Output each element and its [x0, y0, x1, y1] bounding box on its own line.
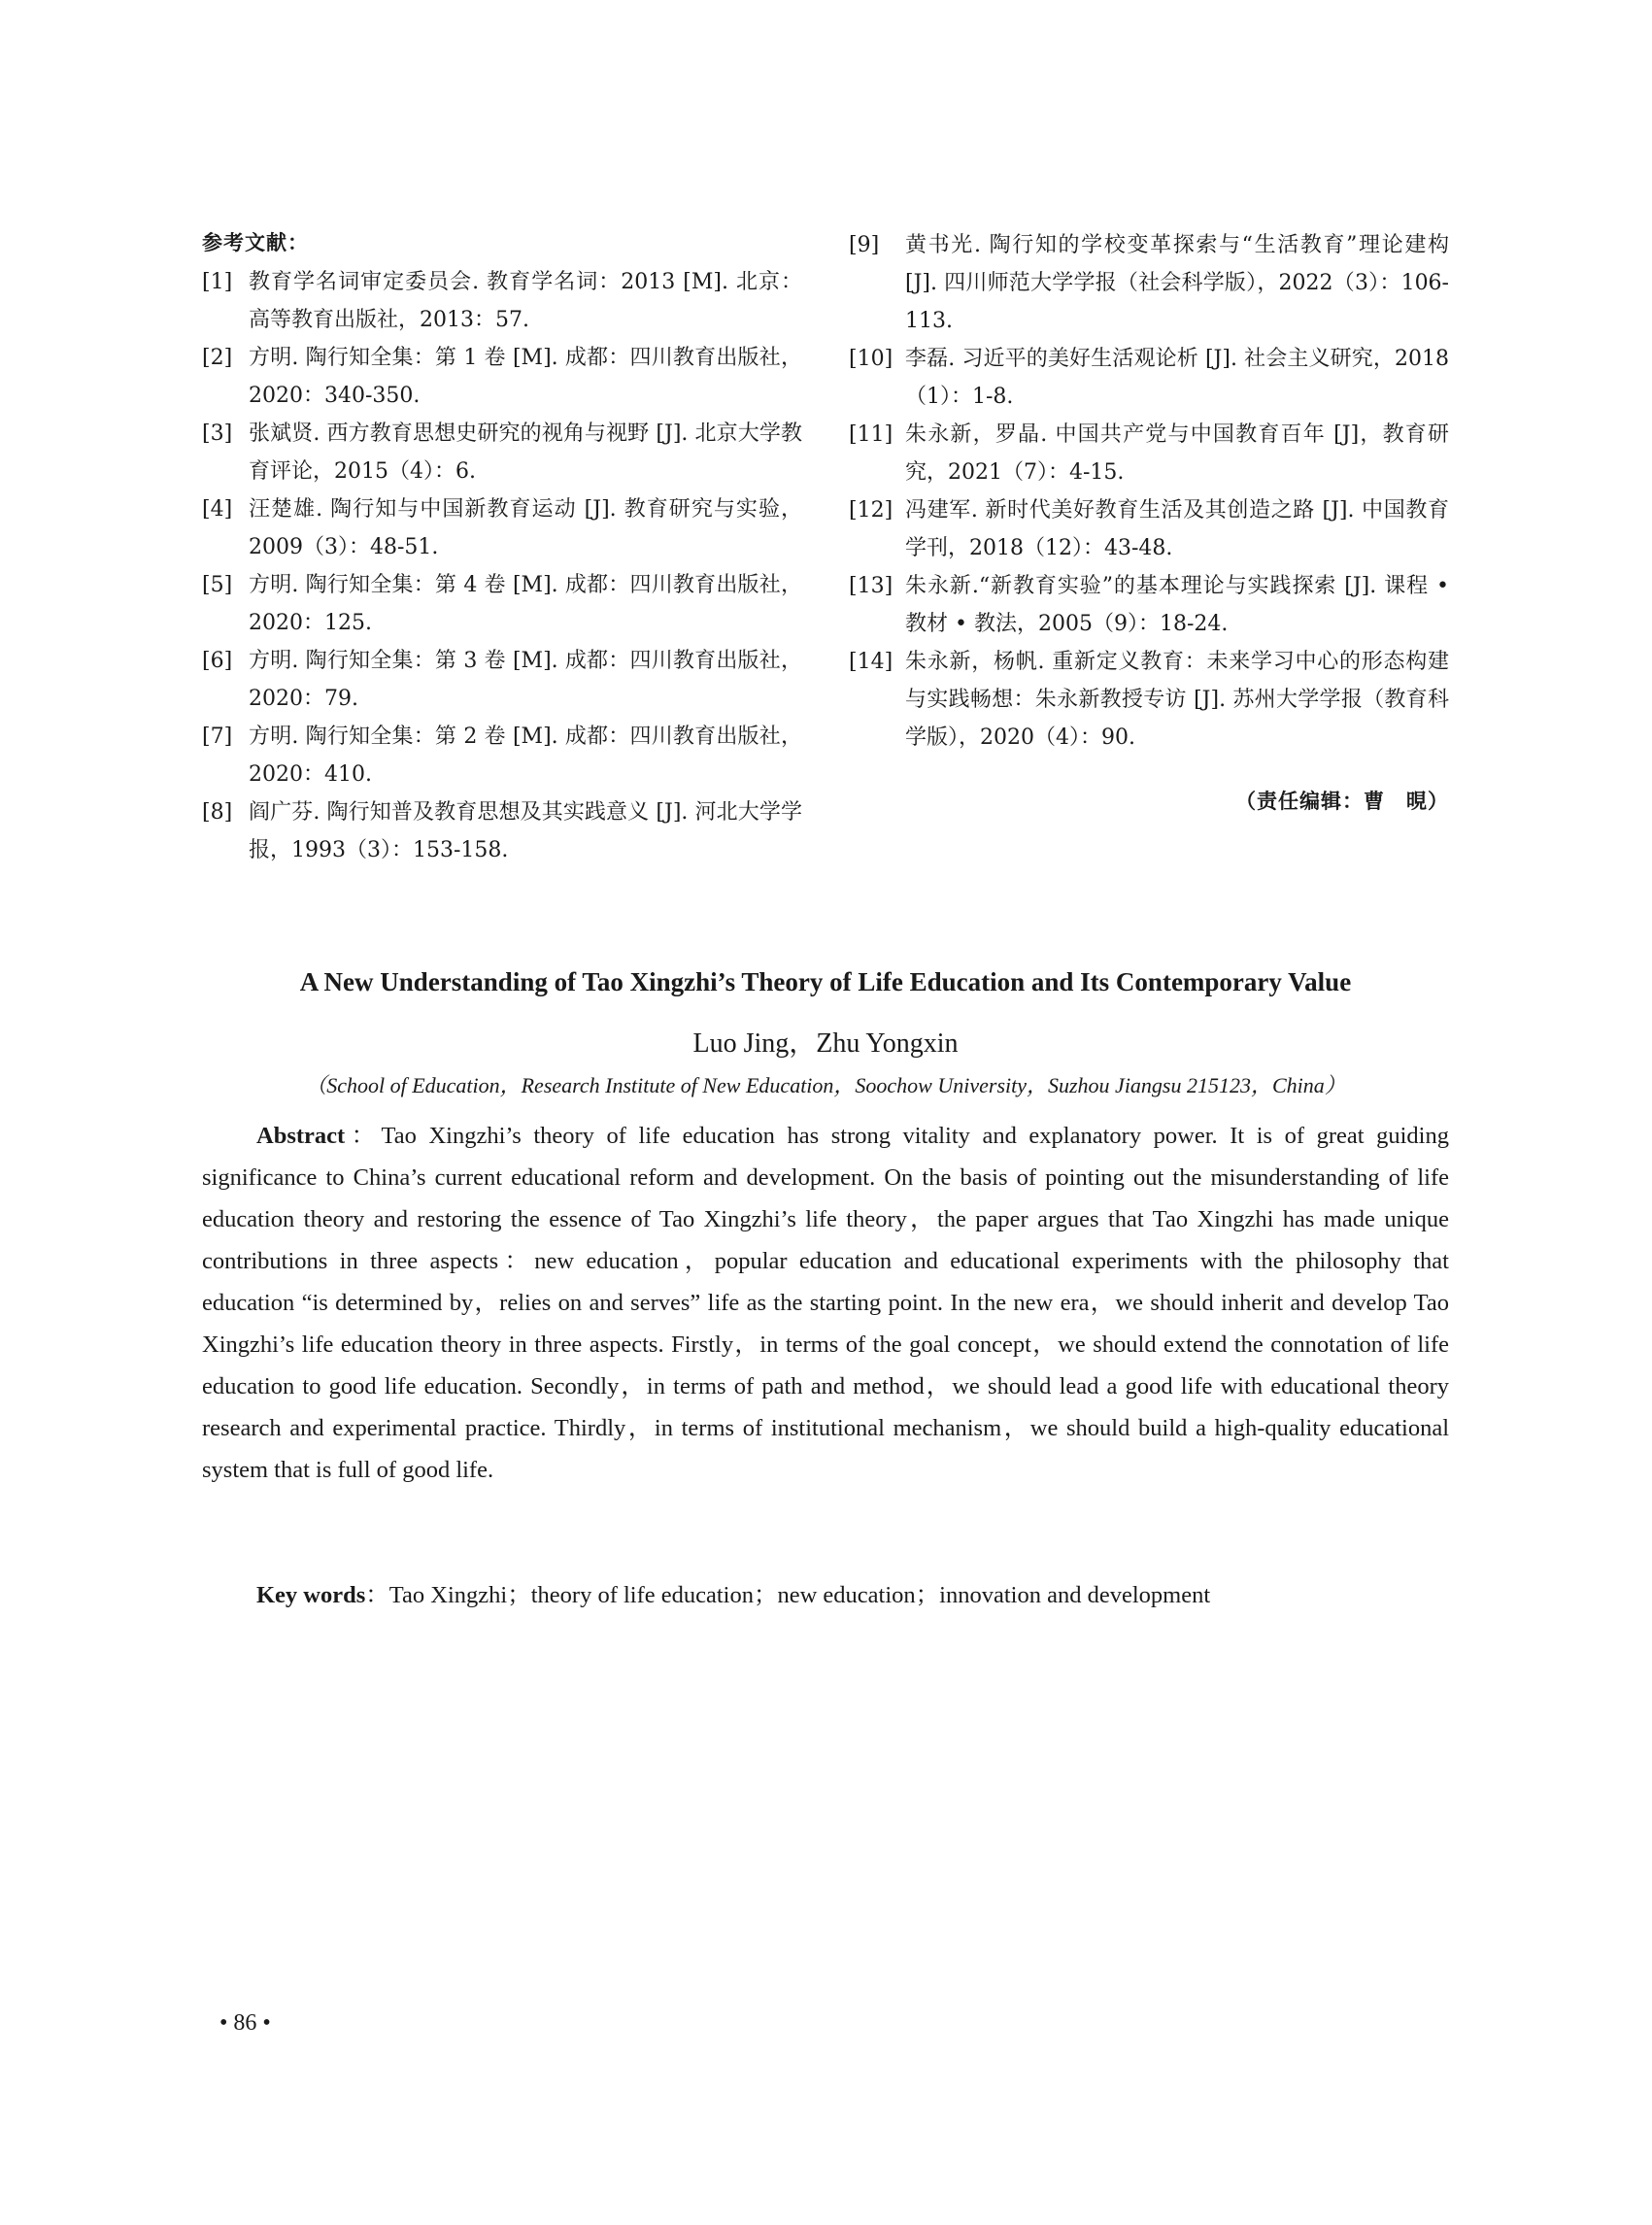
reference-item: [202, 642, 802, 718]
reference-number: [4]: [202, 497, 233, 522]
reference-text: 方明. 陶行知全集：第 4 卷 [M]. 成都：四川教育出版社，2020：125.: [249, 573, 802, 635]
reference-text: 方明. 陶行知全集：第 3 卷 [M]. 成都：四川教育出版社，2020：79.: [249, 649, 802, 711]
reference-item: [202, 566, 802, 642]
reference-item: [849, 491, 1449, 567]
reference-item: [849, 567, 1449, 643]
reference-text: 汪楚雄. 陶行知与中国新教育运动 [J]. 教育研究与实验，2009（3）：48-51.: [249, 497, 802, 559]
reference-text: 阎广芬. 陶行知普及教育思想及其实践意义 [J]. 河北大学学报，1993（3）：153-158.: [249, 800, 802, 862]
reference-number: [5]: [202, 573, 233, 597]
english-authors: Luo Jing，Zhu Yongxin: [692, 1028, 959, 1059]
reference-text: 朱永新.“新教育实验”的基本理论与实践探索 [J]. 课程 • 教材 • 教法，2005（9）：18-24.: [905, 574, 1449, 636]
english-title: A New Understanding of Tao Xingzhi’s Theory of Life Education and Its Contemporary Value: [299, 967, 1352, 996]
keywords-label: Key words: [256, 1582, 366, 1608]
reference-text: 张斌贤. 西方教育思想史研究的视角与视野 [J]. 北京大学教育评论，2015（4）：6.: [249, 421, 802, 484]
reference-number: [8]: [202, 800, 233, 825]
reference-number: [14]: [849, 650, 893, 674]
reference-item: [202, 415, 802, 490]
reference-text: 方明. 陶行知全集：第 1 卷 [M]. 成都：四川教育出版社，2020：340-350.: [249, 346, 802, 408]
reference-text: 李磊. 习近平的美好生活观论析 [J]. 社会主义研究，2018（1）：1-8.: [905, 347, 1449, 409]
reference-item: [202, 339, 802, 415]
reference-number: [3]: [202, 421, 233, 446]
abstract-text: ：Tao Xingzhi’s theory of life education has strong vitality and explanatory power. It is of great guiding significance to China’s current educational reform and development. On the basis of pointing out the misunderstanding of life education theory and restoring the essence of Tao Xingzhi’s life theory，the paper argues that Tao Xingzhi has made unique contributions in three aspects：new education，popular education and educational experiments with the philosophy that education “is determined by，relies on and serves” life as the starting point. In the new era，we should inherit and develop Tao Xingzhi’s life education theory in three aspects. Firstly，in terms of the goal concept，we should extend the connotation of life education to good life education. Secondly，in terms of path and method，we should lead a good life with educational theory research and experimental practice. Thirdly，in terms of institutional mechanism，we should build a high-quality educational system that is full of good life.: [202, 1123, 1449, 1483]
page-number: • 86 •: [219, 2010, 271, 2036]
reference-number: [11]: [849, 422, 893, 447]
reference-item: [849, 340, 1449, 416]
reference-text: 朱永新，罗晶. 中国共产党与中国教育百年 [J]，教育研究，2021（7）：4-15.: [905, 422, 1449, 485]
reference-text: 朱永新，杨帆. 重新定义教育：未来学习中心的形态构建与实践畅想：朱永新教授专访 [J]. 苏州大学学报（教育科学版），2020（4）：90.: [905, 650, 1449, 750]
references-heading: 参考文献：: [202, 231, 309, 254]
reference-number: [9]: [849, 233, 880, 257]
reference-item: [849, 226, 1449, 340]
reference-item: [202, 793, 802, 869]
reference-number: [2]: [202, 346, 233, 370]
reference-text: 教育学名词审定委员会. 教育学名词：2013 [M]. 北京：高等教育出版社，2013：57.: [249, 270, 802, 332]
references-right-column: [849, 226, 1449, 815]
reference-text: 方明. 陶行知全集：第 2 卷 [M]. 成都：四川教育出版社，2020：410.: [249, 725, 802, 787]
responsible-editor: （责任编辑：曹 晛）: [1235, 790, 1449, 813]
keywords-text: ：Tao Xingzhi；theory of life education；new education；innovation and development: [365, 1582, 1211, 1608]
english-abstract: [202, 1115, 1449, 1491]
reference-item: [202, 263, 802, 339]
english-affiliation: （School of Education，Research Institute of New Education，Soochow University，Suzhou Jiangsu 215123，China）: [305, 1073, 1346, 1097]
reference-item: [202, 490, 802, 566]
reference-number: [7]: [202, 725, 233, 749]
english-keywords: [202, 1574, 1449, 1616]
abstract-label: Abstract: [256, 1123, 346, 1149]
reference-number: [1]: [202, 270, 233, 294]
reference-item: [849, 416, 1449, 491]
references-left-column: [202, 226, 802, 869]
reference-number: [13]: [849, 574, 893, 598]
reference-text: 黄书光. 陶行知的学校变革探索与“生活教育”理论建构 [J]. 四川师范大学学报（社会科学版），2022（3）：106-113.: [905, 233, 1449, 333]
reference-number: [10]: [849, 347, 893, 371]
reference-item: [849, 643, 1449, 757]
reference-number: [6]: [202, 649, 233, 673]
reference-item: [202, 718, 802, 793]
reference-number: [12]: [849, 498, 893, 523]
reference-text: 冯建军. 新时代美好教育生活及其创造之路 [J]. 中国教育学刊，2018（12）：43-48.: [905, 498, 1449, 560]
